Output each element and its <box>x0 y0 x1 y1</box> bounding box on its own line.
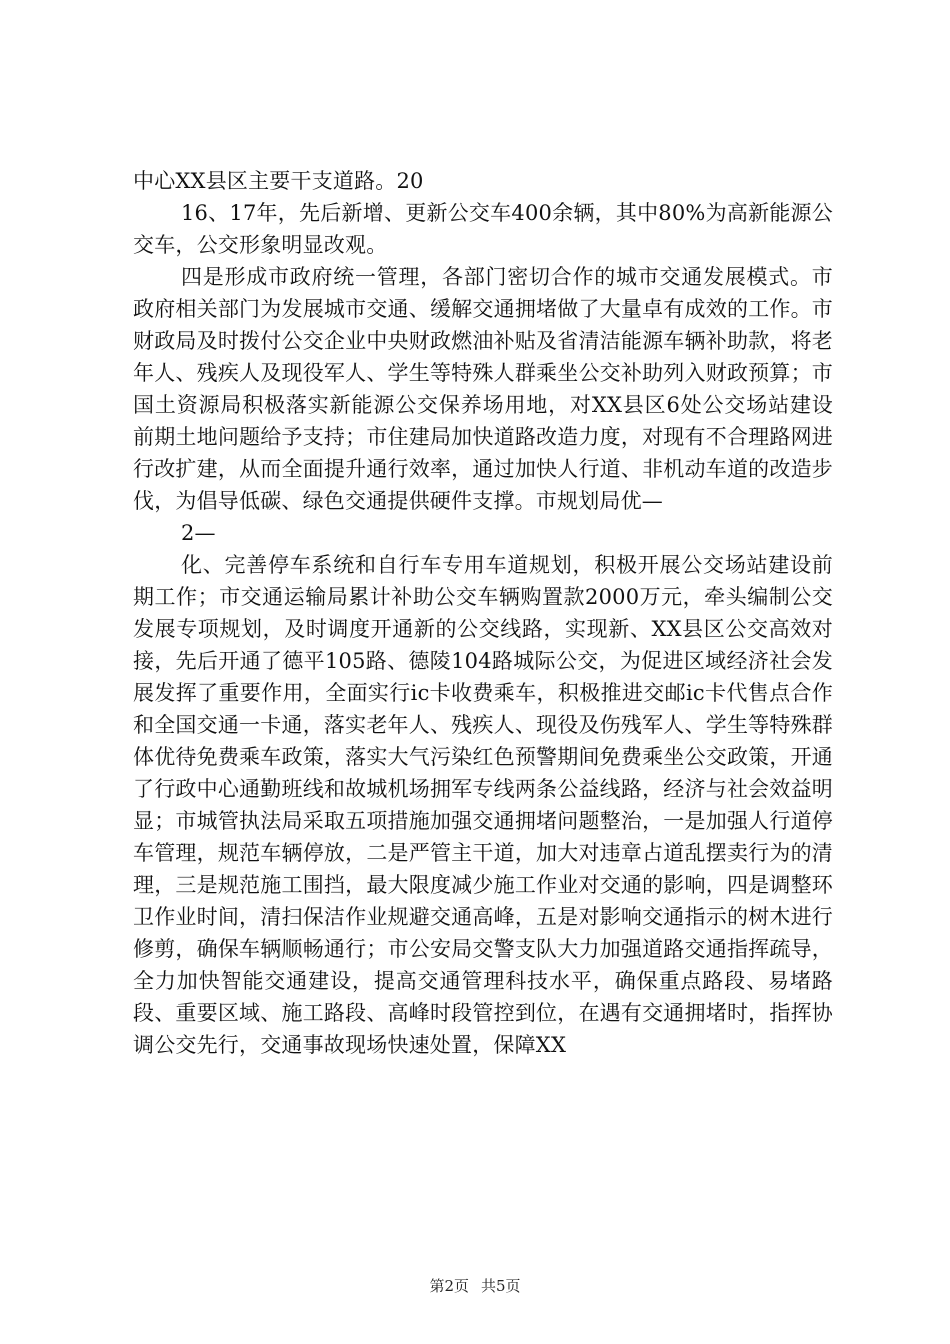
page-footer <box>0 1275 950 1297</box>
paragraph-4: 2— <box>181 521 216 545</box>
page-total: 共5页 <box>481 1277 521 1295</box>
document-body <box>133 165 833 1061</box>
paragraph-2: 16、17年，先后新增、更新公交车400余辆，其中80%为高新能源公交车，公交形象明显改观。 <box>133 201 833 257</box>
page-number: 第2页 <box>429 1277 469 1295</box>
paragraph-5: 化、完善停车系统和自行车专用车道规划，积极开展公交场站建设前期工作；市交通运输局累计补助公交车辆购置款2000万元，牵头编制公交发展专项规划，及时调度开通新的公交线路，实现新、XX县区公交高效对接，先后开通了德平105路、德陵104路城际公交，为促进区域经济社会发展发挥了重要作用，全面实行ic卡收费乘车，积极推进交邮ic卡代售点合作和全国交通一卡通，落实老年人、残疾人、现役及伤残军人、学生等特殊群体优待免费乘车政策，落实大气污染红色预警期间免费乘坐公交政策，开通了行政中心通勤班线和故城机场拥军专线两条公益线路，经济与社会效益明显；市城管执法局采取五项措施加强交通拥堵问题整治，一是加强人行道停车管理，规范车辆停放，二是严管主干道，加大对违章占道乱摆卖行为的清理，三是规范施工围挡，最大限度减少施工作业对交通的影响，四是调整环卫作业时间，清扫保洁作业规避交通高峰，五是对影响交通指示的树木进行修剪，确保车辆顺畅通行；市公安局交警支队大力加强道路交通指挥疏导，全力加快智能交通建设，提高交通管理科技水平，确保重点路段、易堵路段、重要区域、施工路段、高峰时段管控到位，在遇有交通拥堵时，指挥协调公交先行，交通事故现场快速处置，保障XX <box>133 553 833 1057</box>
paragraph-1: 中心XX县区主要干支道路。20 <box>133 169 424 193</box>
paragraph-3: 四是形成市政府统一管理，各部门密切合作的城市交通发展模式。市政府相关部门为发展城市交通、缓解交通拥堵做了大量卓有成效的工作。市财政局及时拨付公交企业中央财政燃油补贴及省清洁能源车辆补助款，将老年人、残疾人及现役军人、学生等特殊人群乘坐公交补助列入财政预算；市国土资源局积极落实新能源公交保养场用地，对XX县区6处公交场站建设前期土地问题给予支持；市住建局加快道路改造力度，对现有不合理路网进行改扩建，从而全面提升通行效率，通过加快人行道、非机动车道的改造步伐，为倡导低碳、绿色交通提供硬件支撑。市规划局优— <box>133 265 833 513</box>
